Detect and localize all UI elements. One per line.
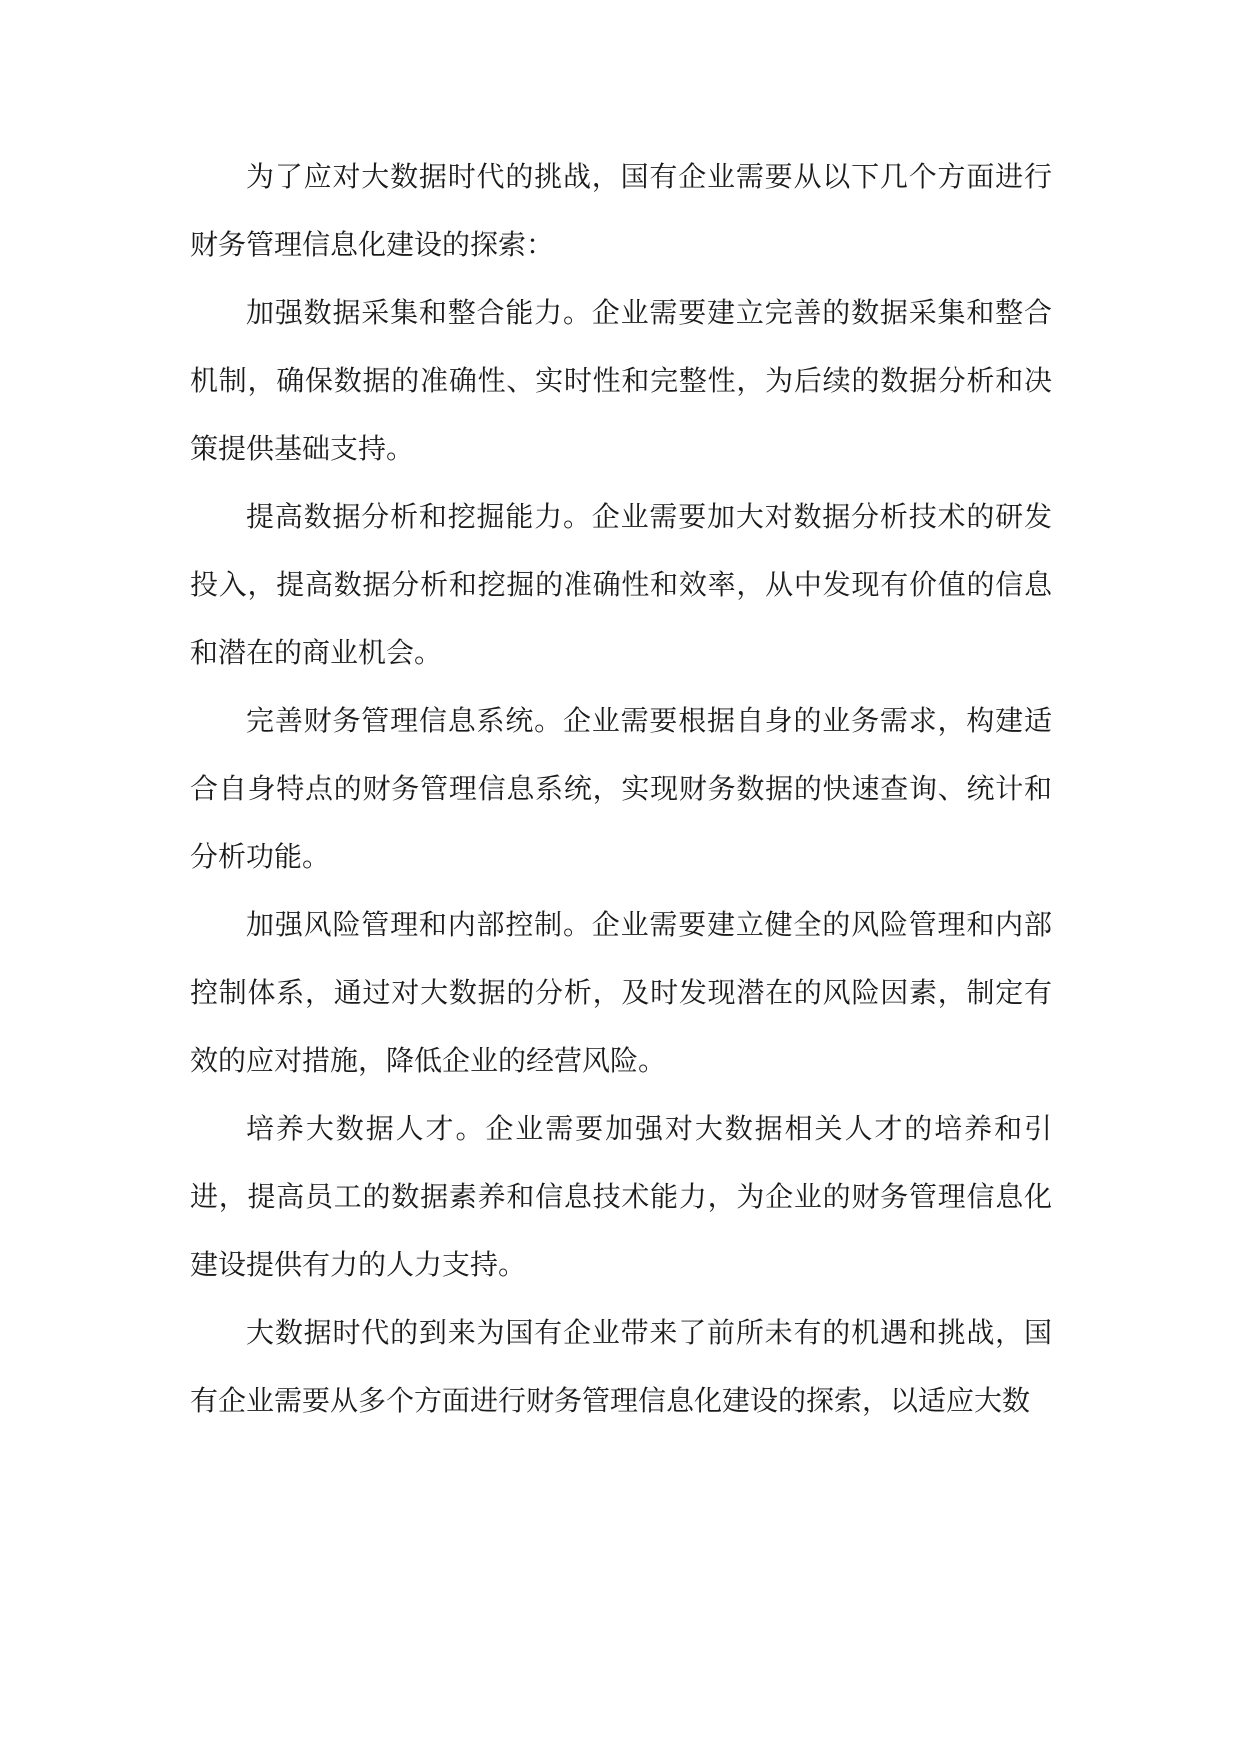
document-body (190, 143, 1052, 1435)
paragraph-info-system: 完善财务管理信息系统。企业需要根据自身的业务需求，构建适合自身特点的财务管理信息系统，实现财务数据的快速查询、统计和分析功能。 (190, 704, 1052, 873)
paragraph-data-collection: 加强数据采集和整合能力。企业需要建立完善的数据采集和整合机制，确保数据的准确性、实时性和完整性，为后续的数据分析和决策提供基础支持。 (190, 296, 1052, 465)
paragraph-talent: 培养大数据人才。企业需要加强对大数据相关人才的培养和引进，提高员工的数据素养和信息技术能力，为企业的财务管理信息化建设提供有力的人力支持。 (190, 1112, 1052, 1281)
paragraph-data-analysis: 提高数据分析和挖掘能力。企业需要加大对数据分析技术的研发投入，提高数据分析和挖掘的准确性和效率，从中发现有价值的信息和潜在的商业机会。 (190, 500, 1052, 669)
paragraph-conclusion: 大数据时代的到来为国有企业带来了前所未有的机遇和挑战，国有企业需要从多个方面进行财务管理信息化建设的探索，以适应大数 (190, 1316, 1052, 1417)
paragraph-intro: 为了应对大数据时代的挑战，国有企业需要从以下几个方面进行财务管理信息化建设的探索： (190, 160, 1052, 261)
paragraph-risk-management: 加强风险管理和内部控制。企业需要建立健全的风险管理和内部控制体系，通过对大数据的分析，及时发现潜在的风险因素，制定有效的应对措施，降低企业的经营风险。 (190, 908, 1052, 1077)
